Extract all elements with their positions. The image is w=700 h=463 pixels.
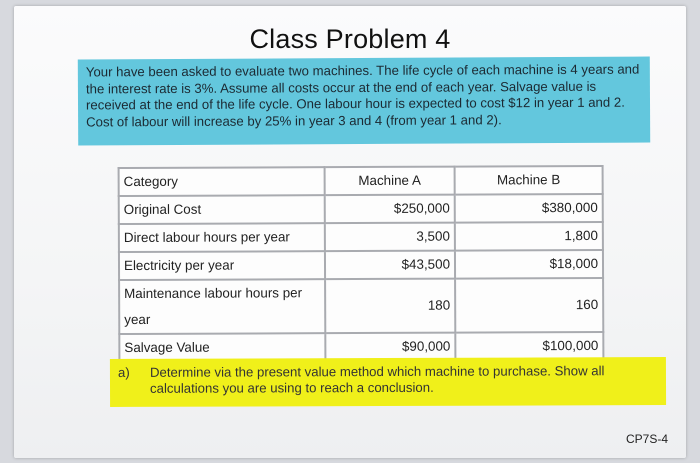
data-table: [118, 165, 605, 363]
header-category: Category: [119, 167, 325, 196]
question-box: [110, 357, 666, 407]
slide-title: Class Problem 4: [249, 24, 451, 54]
header-machine-b: Machine B: [455, 166, 603, 195]
row-machine-a: 3,500: [325, 223, 455, 252]
question-text: Determine via the present value method which machine to purchase. Show all calculations you are using to reach a conclusion.: [149, 363, 605, 396]
row-machine-a: $250,000: [325, 195, 455, 224]
row-machine-a: $90,000: [325, 333, 455, 362]
row-category: Direct labour hours per year: [119, 223, 325, 252]
row-machine-a: $43,500: [325, 251, 455, 280]
row-category: Maintenance labour hours per year: [119, 279, 325, 334]
row-machine-b: $100,000: [455, 332, 603, 361]
table-row: [119, 222, 603, 252]
question-marker: a): [117, 364, 130, 380]
row-machine-b: 1,800: [455, 222, 603, 251]
table-header-row: [119, 166, 603, 196]
row-machine-a: 180: [325, 279, 455, 334]
problem-description: Your have been asked to evaluate two machines. The life cycle of each machine is 4 years and the interest rate is 3%. Assume all costs occur at the end of each year. Salvage value is received at the end of the life cycle. One labour hour is expected to cost $12 in year 1 and 2. Cost of labour will increase by 25% in year 3 and 4 (from year 1 and 2).: [78, 57, 650, 146]
row-category: Salvage Value: [119, 333, 325, 362]
table-row: [119, 278, 603, 334]
row-machine-b: 160: [455, 278, 603, 333]
slide: [14, 6, 686, 458]
row-machine-b: $18,000: [455, 250, 603, 279]
table-row: [119, 194, 603, 224]
table-row: [119, 250, 603, 280]
row-category: Electricity per year: [119, 251, 325, 280]
row-category: Original Cost: [119, 195, 325, 224]
machine-comparison-table: [118, 165, 605, 363]
row-machine-b: $380,000: [455, 194, 603, 223]
header-machine-a: Machine A: [325, 167, 455, 196]
slide-code: CP7S-4: [625, 432, 668, 446]
